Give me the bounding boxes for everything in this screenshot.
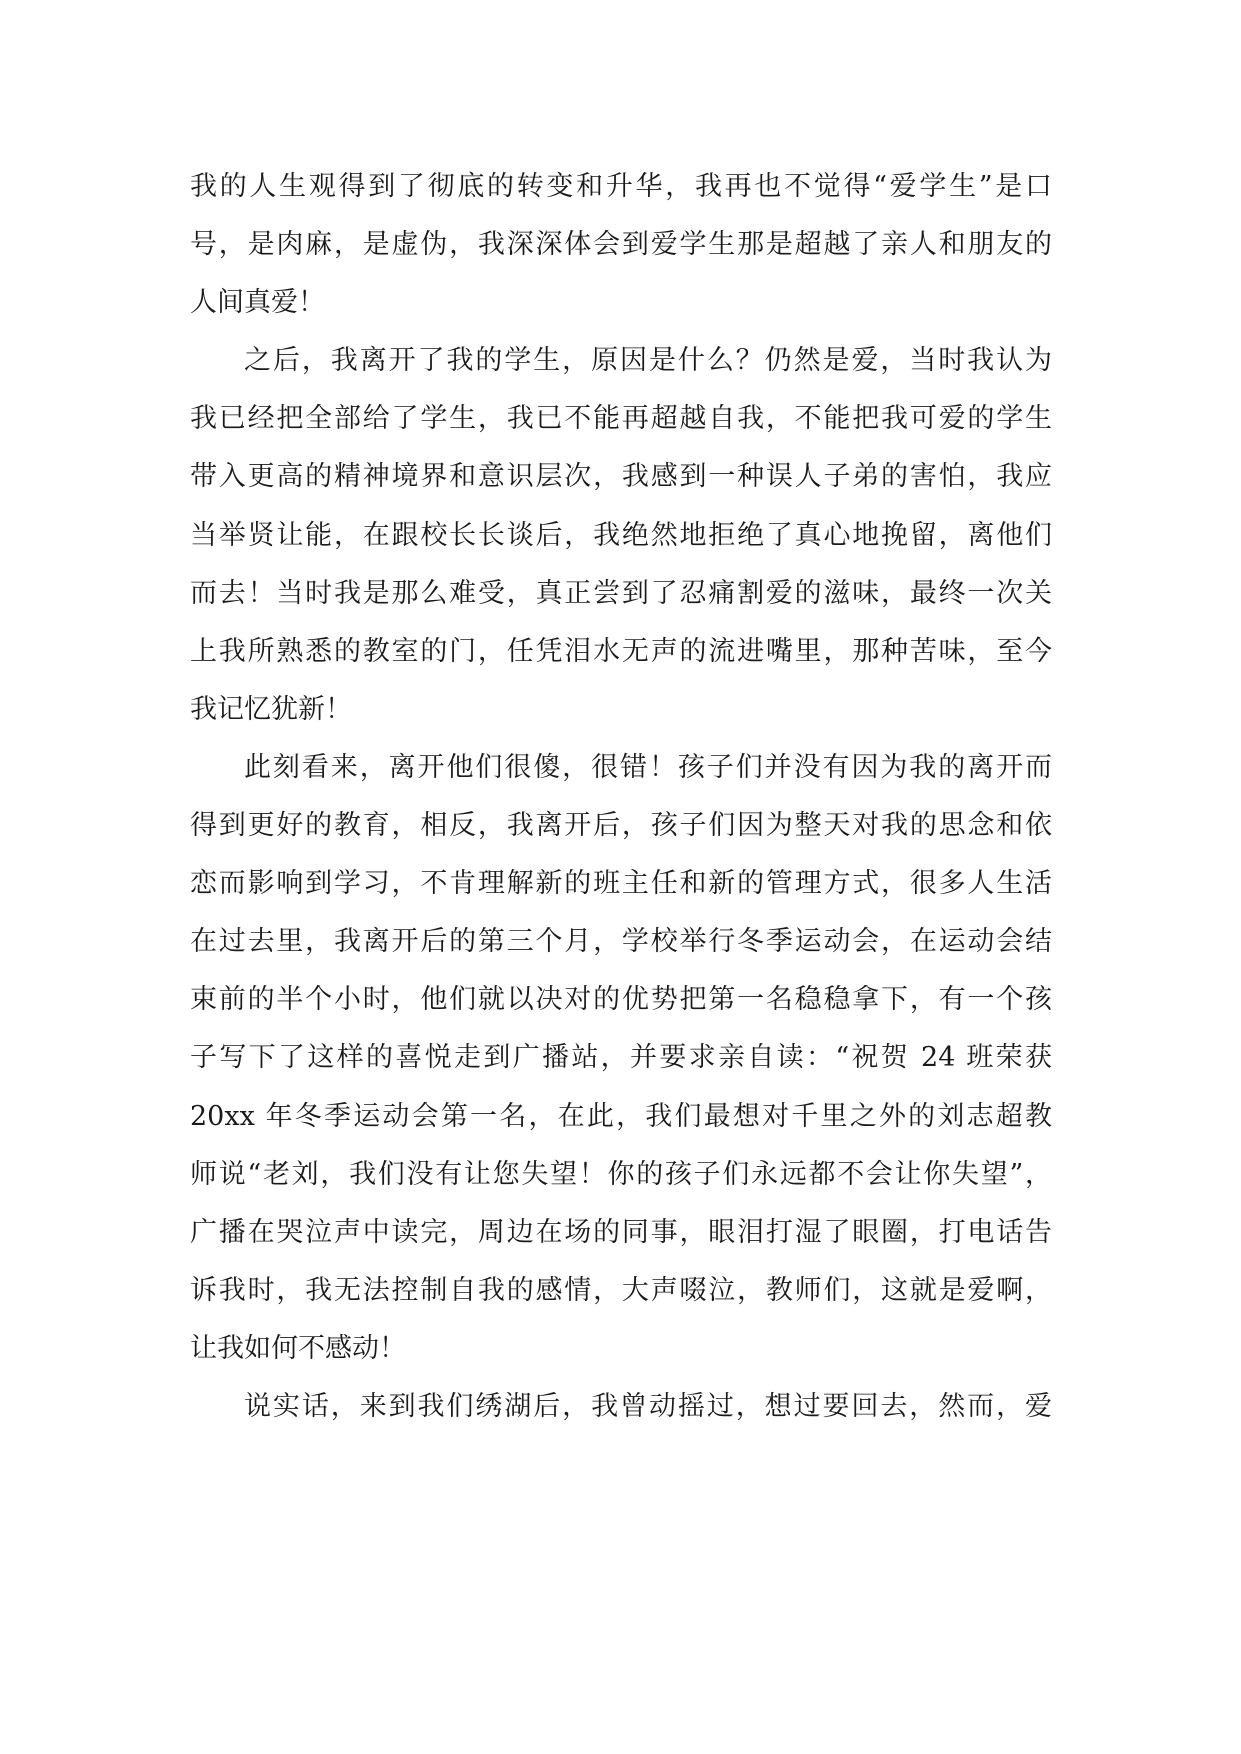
text-line: 广播在哭泣声中读完，周边在场的同事，眼泪打湿了眼圈，打电话告 [190, 1216, 1052, 1248]
paragraph-first-line: 此刻看来，离开他们很傻，很错！孩子们并没有因为我的离开而 [244, 751, 1052, 783]
body-text [190, 158, 1052, 1436]
text-line: 我记忆犹新！ [190, 693, 352, 725]
text-line: 得到更好的教育，相反，我离开后，孩子们因为整天对我的思念和依 [190, 810, 1052, 842]
text-line: 我已经把全部给了学生，我已不能再超越自我，不能把我可爱的学生 [190, 403, 1052, 435]
text-line: 号，是肉麻，是虚伪，我深深体会到爱学生那是超越了亲人和朋友的 [190, 229, 1052, 261]
text-line: 当举贤让能，在跟校长长谈后，我绝然地拒绝了真心地挽留，离他们 [190, 519, 1052, 551]
text-line: 束前的半个小时，他们就以决对的优势把第一名稳稳拿下，有一个孩 [190, 984, 1052, 1016]
text-line: 诉我时，我无法控制自我的感情，大声啜泣，教师们，这就是爱啊， [190, 1274, 1052, 1306]
paragraph-first-line: 说实话，来到我们绣湖后，我曾动摇过，想过要回去，然而，爱 [244, 1390, 1052, 1422]
text-line: 上我所熟悉的教室的门，任凭泪水无声的流进嘴里，那种苦味，至今 [190, 635, 1052, 667]
text-line: 在过去里，我离开后的第三个月，学校举行冬季运动会，在运动会结 [190, 926, 1052, 958]
paragraph-first-line: 之后，我离开了我的学生，原因是什么？仍然是爱，当时我认为 [244, 345, 1052, 377]
text-line: 我的人生观得到了彻底的转变和升华，我再也不觉得“爱学生”是口 [190, 171, 1052, 202]
text-line: 而去！当时我是那么难受，真正尝到了忍痛割爱的滋味，最终一次关 [190, 577, 1052, 609]
text-line: 带入更高的精神境界和意识层次，我感到一种误人子弟的害怕，我应 [190, 461, 1052, 493]
text-line: 人间真爱！ [190, 287, 325, 319]
text-line: 师说“老刘，我们没有让您失望！你的孩子们永远都不会让你失望”， [190, 1158, 1052, 1190]
text-line: 20xx 年冬季运动会第一名，在此，我们最想对千里之外的刘志超教 [190, 1100, 1052, 1132]
text-line: 子写下了这样的喜悦走到广播站，并要求亲自读：“祝贺 24 班荣获 [190, 1042, 1052, 1074]
text-line: 恋而影响到学习，不肯理解新的班主任和新的管理方式，很多人生活 [190, 868, 1052, 900]
text-line: 让我如何不感动！ [190, 1332, 406, 1364]
